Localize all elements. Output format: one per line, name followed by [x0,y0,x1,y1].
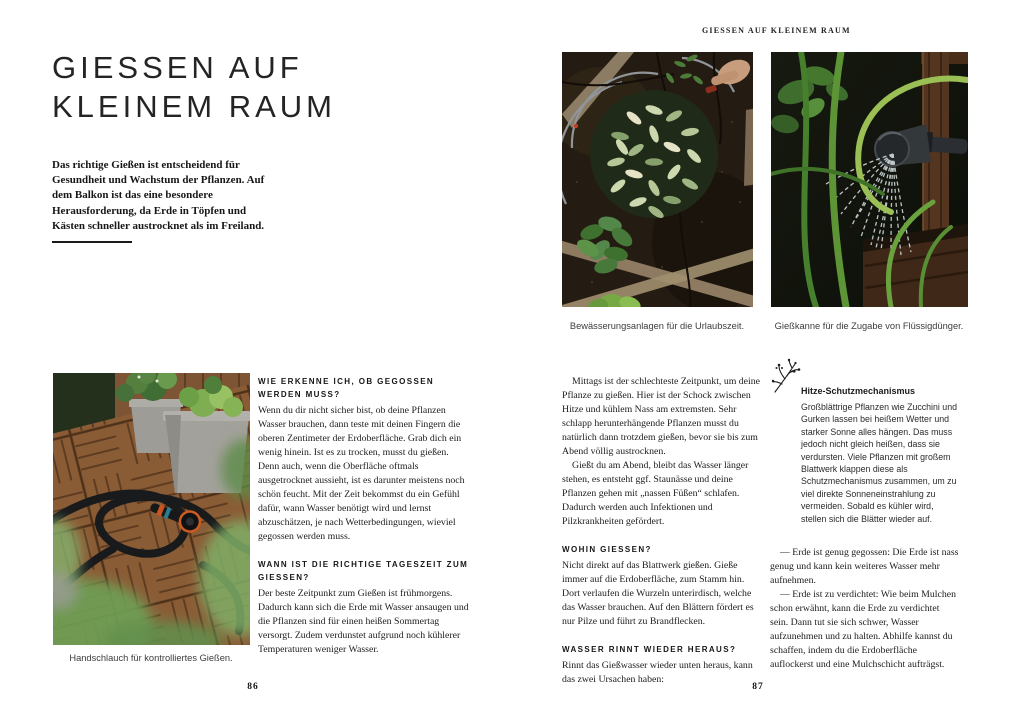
section-heading: WANN IST DIE RICHTIGE TAGESZEIT ZUM GIESSEN? [258,560,469,582]
dash-list-item: — Erde ist genug gegossen: Die Erde ist nass genug und kann kein weiteres Wasser mehr aufnehmen. [770,547,959,586]
body-paragraph: Gießt du am Abend, bleibt das Wasser länger stehen, es entsteht ggf. Staunässe und deine Pflanzen gehen mit „nassen Füßen“ schlafen. Dadurch werden auch Infektionen und Pilzkrankheiten gefördert. [562,460,749,527]
photo-caption-watering: Gießkanne für die Zugabe von Flüssigdünger. [774,321,964,331]
section-heading: WASSER RINNT WIEDER HERAUS? [562,645,737,654]
right-text-column [562,375,762,701]
photo-caption-irrigation: Bewässerungsanlagen für die Urlaubszeit. [569,321,745,331]
page-title-line2: KLEINEM RAUM [52,89,336,124]
causes-list [770,546,960,672]
watering-can-photo-illustration [771,52,968,307]
title-rule [52,241,132,243]
section-body: Wenn du dir nicht sicher bist, ob deine Pflanzen Wasser brauchen, dann teste mit deinen Fingern die oberen Zentimeter der Erdoberfläche. Grab dich ein wenig hinein. Ist es zu trocken, musst du gießen. Denn auch, wenn die Oberfläche oftmals ausgetrocknet aussieht, ist es darunter meistens noch schön feucht. Mit der Zeit bekommst du ein Gefühl dafür, wann Wasser benötigt wird und lernst abzuschätzen, je nach Wetterbedingungen, wieviel gegossen werden muss. [258,405,465,542]
section-body: Rinnt das Gießwasser wieder unten heraus, kann das zwei Ursachen haben: [562,660,753,685]
photo-caption-left: Handschlauch für kontrolliertes Gießen. [69,653,233,663]
page-number-left: 86 [247,682,259,692]
body-paragraph: Mittags ist der schlechteste Zeitpunkt, um deine Pflanze zu gießen. Hier ist der Schock zwischen Hitze und kühlem Nass am extremsten. Sehr schlapp herunterhängende Pflanzen musst du natürlich dann trotzdem gießen, bevor sie bis zum Abend völlig austrocknen. [562,376,761,457]
running-head: GIESSEN AUF KLEINEM RAUM [702,26,851,35]
intro-text: Das richtige Gießen ist entscheidend für Gesundheit und Wachstum der Pflanzen. Auf dem Balkon ist das eine besondere Herausforderung, da Erde in Töpfen und Kästen schneller austrocknet als im Freiland. [52,159,265,232]
left-text-column [258,375,472,671]
tip-box-body: Großblättrige Pflanzen wie Zucchini und Gurken lassen bei heißem Wetter und starker Sonne alles hängen. Das muss jedoch nicht gleich heißen, dass sie verdursten. Viele Pflanzen mit großem Blattwerk klappen diese als Schutzmechanismus zusammen, um zu viel direkte Sonneneinstrahlung zu vermeiden. Sobald es kühler wird, stellen sich die Blätter wieder auf. [801,402,957,524]
section-heading: WOHIN GIESSEN? [562,545,652,554]
page-number-right: 87 [752,682,764,692]
section-heading: WIE ERKENNE ICH, OB GEGOSSEN WERDEN MUSS? [258,377,435,399]
irrigation-photo-illustration [562,52,753,307]
photo-irrigation-bed [562,52,753,307]
tip-box-title: Hitze-Schutzmechanismus [801,386,916,396]
page-title-line1: GIESSEN AUF [52,50,303,85]
dash-list-item: — Erde ist zu verdichtet: Wie beim Mulchen schon erwähnt, kann die Erde zu verdichtet sein. Dann tut sie sich schwer, Wasser aufzunehmen und zu halten. Abhilfe kannst du schaffen, indem du die Erdoberfläche auflockerst und eine Mulchschicht aufträgst. [770,589,956,670]
page-title [52,48,336,126]
photo-hose-on-deck [53,373,250,645]
sprig-icon [771,358,801,394]
hose-photo-illustration [53,373,250,645]
photo-watering-can [771,52,968,307]
section-body: Der beste Zeitpunkt zum Gießen ist frühmorgens. Dadurch kann sich die Erde mit Wasser ansaugen und die Pflanzen sind für einen heißen Sommertag versorgt. Zudem verdunstet aufgrund noch kühlerer Temperaturen weniger Wasser. [258,588,469,655]
section-body: Nicht direkt auf das Blattwerk gießen. Gieße immer auf die Erdoberfläche, zum Stamm hin. Dort verlaufen die Wurzeln unterirdisch, welche das Wasser brauchen. Auf den Blättern fördert es nur Pilze und führt zu Brandflecken. [562,560,754,627]
